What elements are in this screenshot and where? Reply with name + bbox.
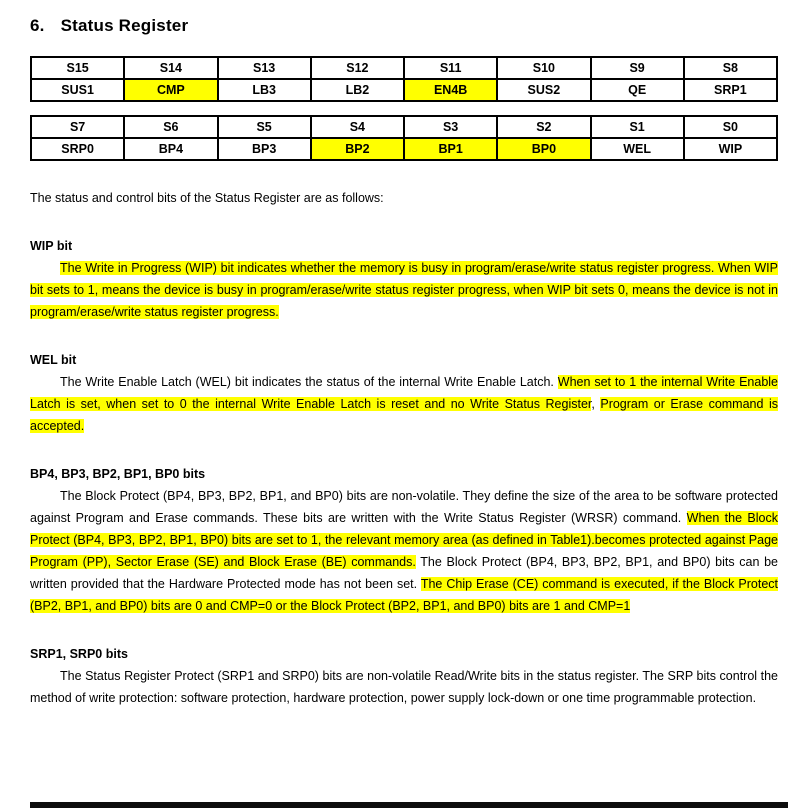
bit-section-paragraph: [30, 485, 778, 617]
bit-name-cell: BP4: [124, 138, 217, 160]
bit-position-cell: S5: [218, 116, 311, 138]
bit-position-cell: S0: [684, 116, 777, 138]
bit-section-heading: SRP1, SRP0 bits: [30, 647, 128, 661]
highlighted-text: When the Block Protect (BP4, BP3, BP2, BP1, BP0) bits are set to 1, the relevant memory area (as defined in Table1).becomes protected against Page Program (PP), Sector Erase (SE) and Block Erase (BE) commands.: [30, 511, 778, 569]
bit-position-cell: S9: [591, 57, 684, 79]
section-number: 6.: [30, 16, 45, 35]
bit-section: [30, 463, 778, 617]
bit-position-cell: S3: [404, 116, 497, 138]
highlighted-text: Program or Erase command is accepted.: [30, 397, 778, 433]
paragraph-text: ,: [591, 397, 601, 411]
bit-position-cell: S14: [124, 57, 217, 79]
intro-text: The status and control bits of the Status Register are as follows:: [30, 191, 384, 205]
bit-position-cell: S12: [311, 57, 404, 79]
paragraph-text: The Block Protect (BP4, BP3, BP2, BP1, and BP0) bits are non-volatile. They define the size of the area to be software protected against Program and Erase commands. These bits are written with the Write Status Register (WRSR) command.: [30, 489, 778, 525]
highlighted-text: The Chip Erase (CE) command is executed, if the Block Protect (BP2, BP1, and BP0) bits are 0 and CMP=0 or the Block Protect (BP2, BP1, and BP0) bits are 1 and CMP=1: [30, 577, 778, 613]
bit-position-cell: S8: [684, 57, 777, 79]
bit-descriptions: [30, 235, 778, 709]
bit-section-paragraph: [30, 257, 778, 323]
bit-position-cell: S2: [497, 116, 590, 138]
bit-position-cell: S10: [497, 57, 590, 79]
bit-name-cell: LB2: [311, 79, 404, 101]
paragraph-text: The Status Register Protect (SRP1 and SRP0) bits are non-volatile Read/Write bits in the status register. The SRP bits control the method of write protection: software protection, hardware protection, power supply lock-down or one time programmable protection.: [30, 669, 778, 705]
bit-name-cell: SRP0: [31, 138, 124, 160]
bit-section-heading: BP4, BP3, BP2, BP1, BP0 bits: [30, 467, 206, 481]
bit-section-heading: WIP bit: [30, 239, 73, 253]
bit-position-cell: S4: [311, 116, 404, 138]
paragraph-text: The Write Enable Latch (WEL) bit indicates the status of the internal Write Enable Latch.: [60, 375, 558, 389]
bit-position-cell: S13: [218, 57, 311, 79]
bit-name-cell: QE: [591, 79, 684, 101]
bit-name-cell: EN4B: [404, 79, 497, 101]
bit-name-cell: BP3: [218, 138, 311, 160]
bit-name-cell: WEL: [591, 138, 684, 160]
bit-position-cell: S11: [404, 57, 497, 79]
bit-position-cell: S1: [591, 116, 684, 138]
bit-name-cell: SUS2: [497, 79, 590, 101]
bit-name-cell: CMP: [124, 79, 217, 101]
bit-name-cell: SUS1: [31, 79, 124, 101]
bit-position-cell: S15: [31, 57, 124, 79]
bit-section-heading: WEL bit: [30, 353, 77, 367]
page-title: [30, 16, 778, 36]
bit-section: [30, 349, 778, 437]
next-table-top-border: [30, 802, 788, 808]
highlighted-text: The Write in Progress (WIP) bit indicates whether the memory is busy in program/erase/write status register progress. When WIP bit sets to 1, means the device is busy in program/erase/write status register progress, when WIP bit sets 0, means the device is not in program/erase/write status register progress.: [30, 261, 778, 319]
bit-section: [30, 643, 778, 709]
bit-name-cell: LB3: [218, 79, 311, 101]
paragraph-text: The Block Protect (BP4, BP3, BP2, BP1, and BP0) bits can be written provided that the Hardware Protected mode has not been set.: [30, 555, 778, 591]
bit-name-cell: SRP1: [684, 79, 777, 101]
bit-name-cell: WIP: [684, 138, 777, 160]
bit-name-cell: BP0: [497, 138, 590, 160]
bit-position-cell: S7: [31, 116, 124, 138]
status-table-s15-s8: [30, 56, 778, 102]
bit-section-paragraph: [30, 665, 778, 709]
bit-name-cell: BP1: [404, 138, 497, 160]
bit-name-cell: BP2: [311, 138, 404, 160]
bit-section-paragraph: [30, 371, 778, 437]
status-table-s7-s0: [30, 115, 778, 161]
status-register-tables: [30, 56, 778, 161]
section-title-text: Status Register: [60, 16, 189, 35]
bit-position-cell: S6: [124, 116, 217, 138]
bit-section: [30, 235, 778, 323]
highlighted-text: When set to 1 the internal Write Enable Latch is set, when set to 0 the internal Write Enable Latch is reset and no Write Status Register: [30, 375, 778, 411]
